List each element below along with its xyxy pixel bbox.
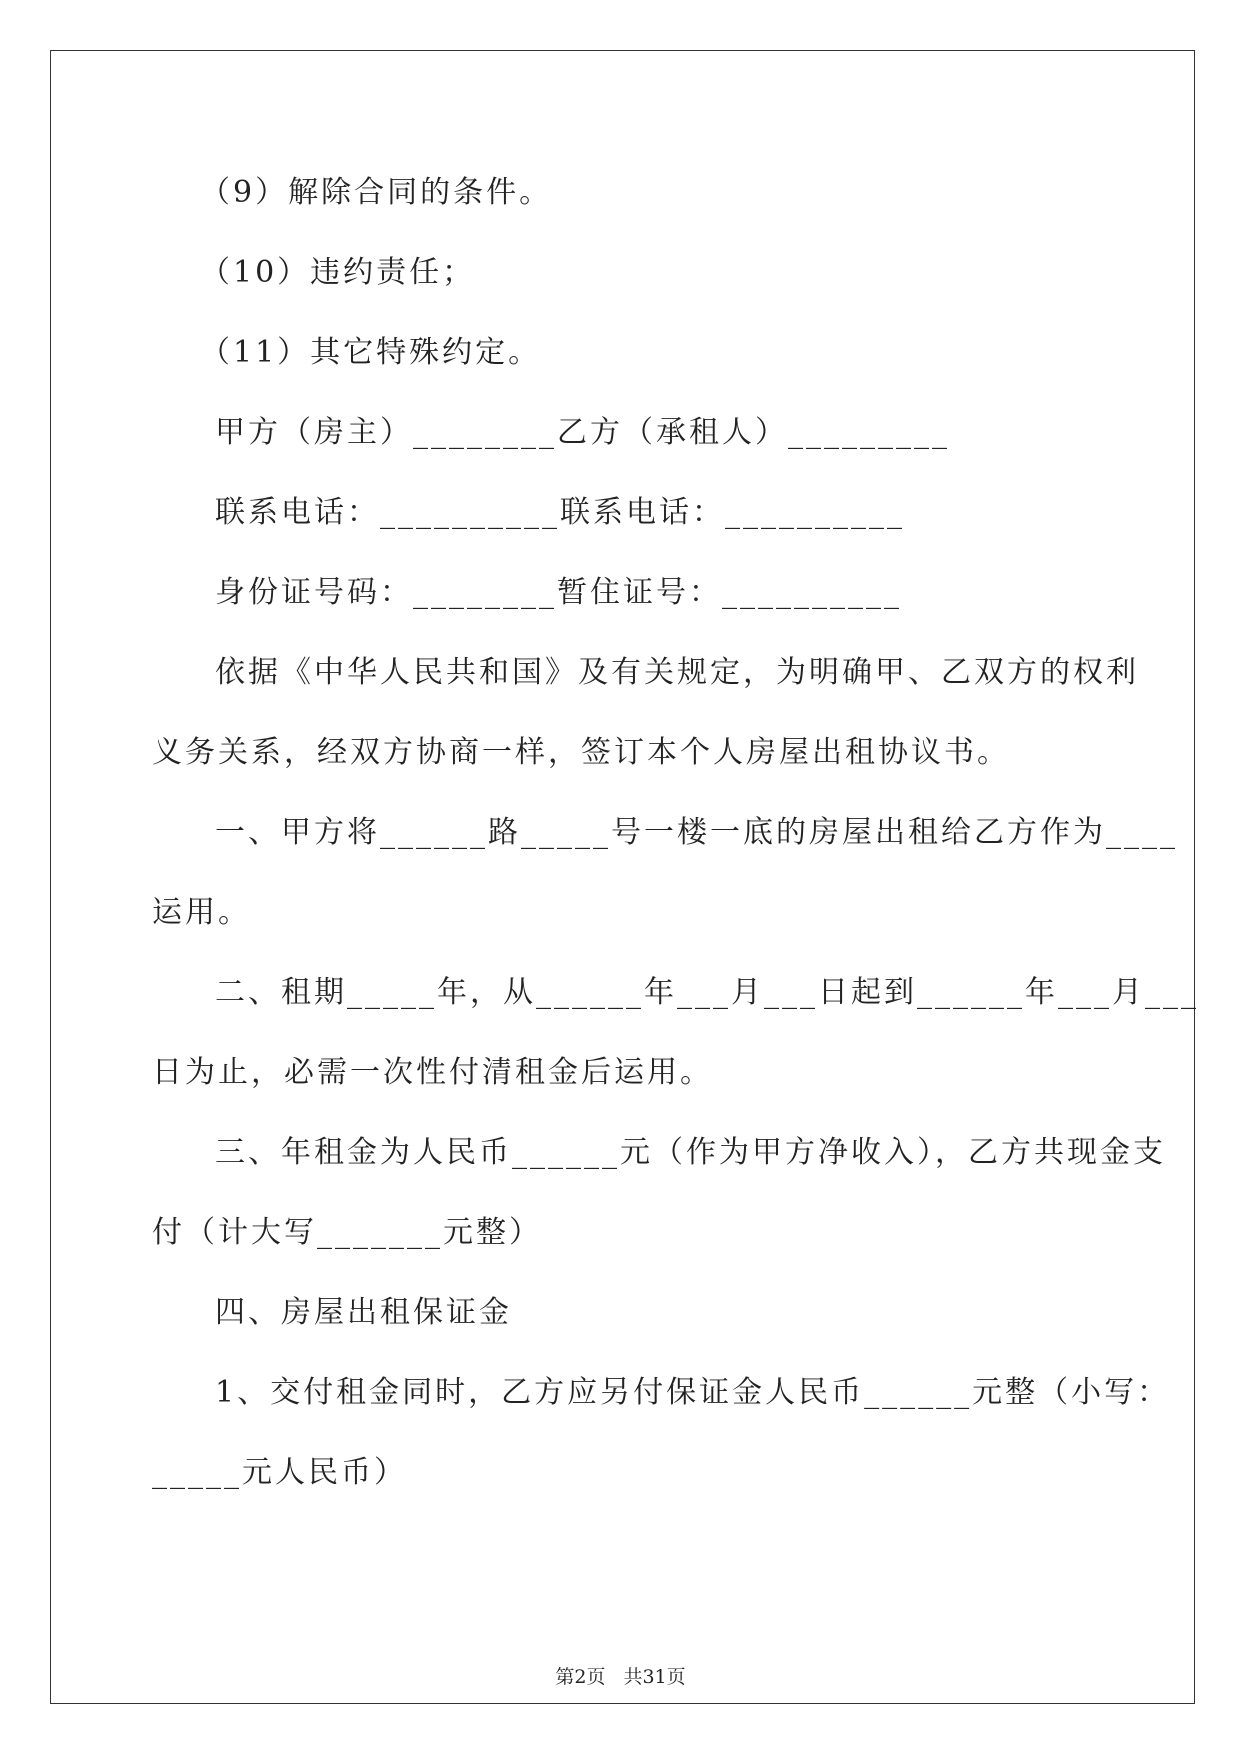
page-number: 第2页 — [555, 1666, 606, 1688]
clause-9: （9）解除合同的条件。 — [200, 175, 553, 210]
total-pages: 共31页 — [623, 1666, 686, 1688]
deposit-line-1: 1、交付租金同时，乙方应另付保证金人民币______元整（小写： — [215, 1375, 1171, 1410]
article-2-line-2: 日为止，必需一次性付清租金后运用。 — [152, 1055, 713, 1090]
phone-line: 联系电话：__________联系电话：__________ — [215, 495, 905, 530]
article-2-line-1: 二、租期_____年，从______年___月___日起到______年___月___ — [215, 975, 1199, 1010]
id-line: 身份证号码：________暂住证号：__________ — [215, 575, 902, 610]
clause-10: （10）违约责任； — [200, 255, 476, 290]
page-footer — [0, 1665, 1241, 1689]
deposit-line-2: _____元人民币） — [152, 1455, 407, 1490]
preamble-line-1: 依据《中华人民共和国》及有关规定，为明确甲、乙双方的权利 — [215, 655, 1139, 690]
article-3-line-1: 三、年租金为人民币______元（作为甲方净收入），乙方共现金支 — [215, 1135, 1166, 1170]
article-4-heading: 四、房屋出租保证金 — [215, 1295, 512, 1330]
clause-11: （11）其它特殊约定。 — [200, 335, 542, 370]
party-names-line: 甲方（房主）________乙方（承租人）_________ — [215, 415, 950, 450]
article-1-line-2: 运用。 — [152, 895, 251, 930]
preamble-line-2: 义务关系，经双方协商一样，签订本个人房屋出租协议书。 — [152, 735, 1010, 770]
article-3-line-2: 付（计大写_______元整） — [152, 1215, 542, 1250]
article-1-line-1: 一、甲方将______路_____号一楼一底的房屋出租给乙方作为____ — [215, 815, 1178, 850]
